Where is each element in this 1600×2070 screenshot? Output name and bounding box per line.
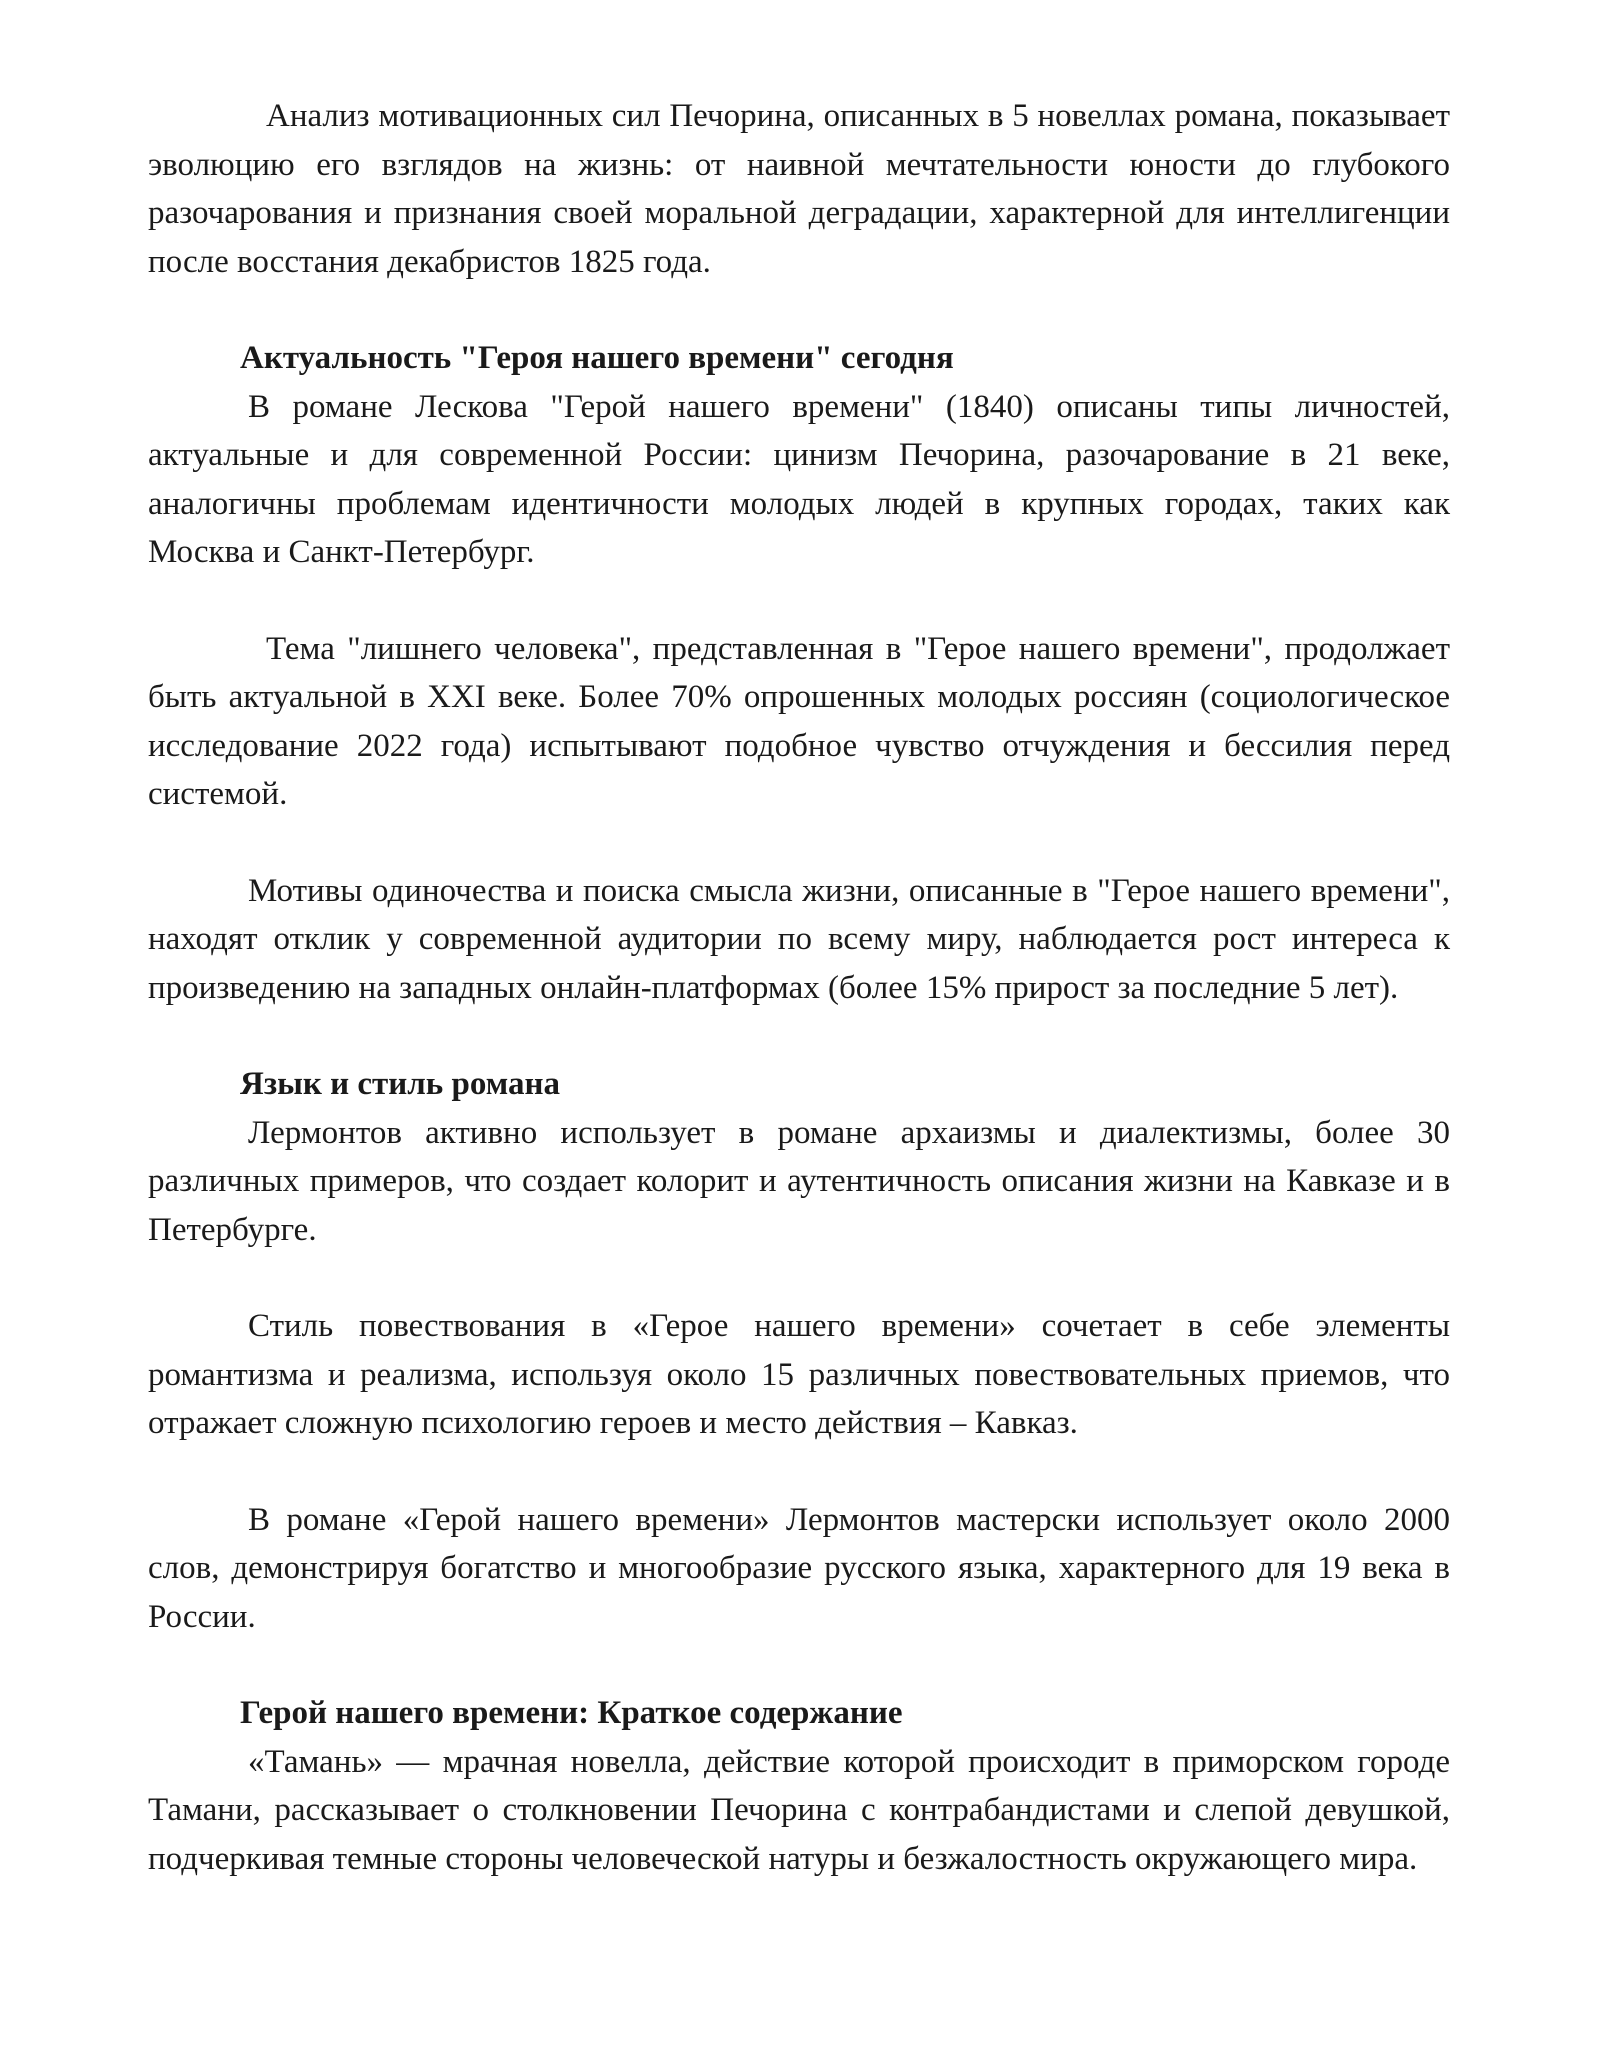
spacer [148, 1448, 1450, 1496]
section-heading-language: Язык и стиль романа [240, 1066, 560, 1102]
section-heading-relevance: Актуальность "Героя нашего времени" сегодня [240, 340, 954, 376]
relevance-paragraph-2: Тема "лишнего человека", представленная в "Герое нашего времени", продолжает быть актуальной в XXI веке. Более 70% опрошенных молодых россиян (социологическое исследование 2022 года) испытывают подобное чувство отчуждения и бессилия перед системой. [148, 630, 1450, 812]
language-paragraph-3: В романе «Герой нашего времени» Лермонтов мастерски использует около 2000 слов, демонстрируя богатство и многообразие русского языка, характерного для 19 века в России. [148, 1501, 1450, 1635]
summary-paragraph-1: «Тамань» — мрачная новелла, действие которой происходит в приморском городе Тамани, рассказывает о столкновении Печорина с контрабандистами и слепой девушкой, подчеркивая темные стороны человеческой натуры и безжалостность окружающего мира. [148, 1743, 1450, 1877]
relevance-paragraph-3: Мотивы одиночества и поиска смысла жизни, описанные в "Герое нашего времени", находят отклик у современной аудитории по всему миру, наблюдается рост интереса к произведению на западных онлайн-платформах (более 15% прирост за последние 5 лет). [148, 872, 1450, 1006]
spacer [148, 286, 1450, 334]
intro-paragraph: Анализ мотивационных сил Печорина, описанных в 5 новеллах романа, показывает эволюцию его взглядов на жизнь: от наивной мечтательности юности до глубокого разочарования и признания своей моральной деградации, характерной для интеллигенции после восстания декабристов 1825 года. [148, 98, 1450, 280]
document-page [148, 92, 1450, 1883]
language-paragraph-2: Стиль повествования в «Герое нашего времени» сочетает в себе элементы романтизма и реализма, используя около 15 различных повествовательных приемов, что отражает сложную психологию героев и место действия – Кавказ. [148, 1308, 1450, 1441]
language-paragraph-1: Лермонтов активно использует в романе архаизмы и диалектизмы, более 30 различных примеров, что создает колорит и аутентичность описания жизни на Кавказе и в Петербурге. [148, 1114, 1450, 1248]
spacer [148, 819, 1450, 867]
relevance-paragraph-1: В романе Лескова "Герой нашего времени" (1840) описаны типы личностей, актуальные и для современной России: цинизм Печорина, разочарование в 21 веке, аналогичны проблемам идентичности молодых людей в крупных городах, таких как Москва и Санкт-Петербург. [148, 388, 1450, 570]
spacer [148, 577, 1450, 625]
spacer [148, 1254, 1450, 1302]
section-heading-summary: Герой нашего времени: Краткое содержание [240, 1695, 903, 1731]
spacer [148, 1641, 1450, 1689]
spacer [148, 1012, 1450, 1060]
